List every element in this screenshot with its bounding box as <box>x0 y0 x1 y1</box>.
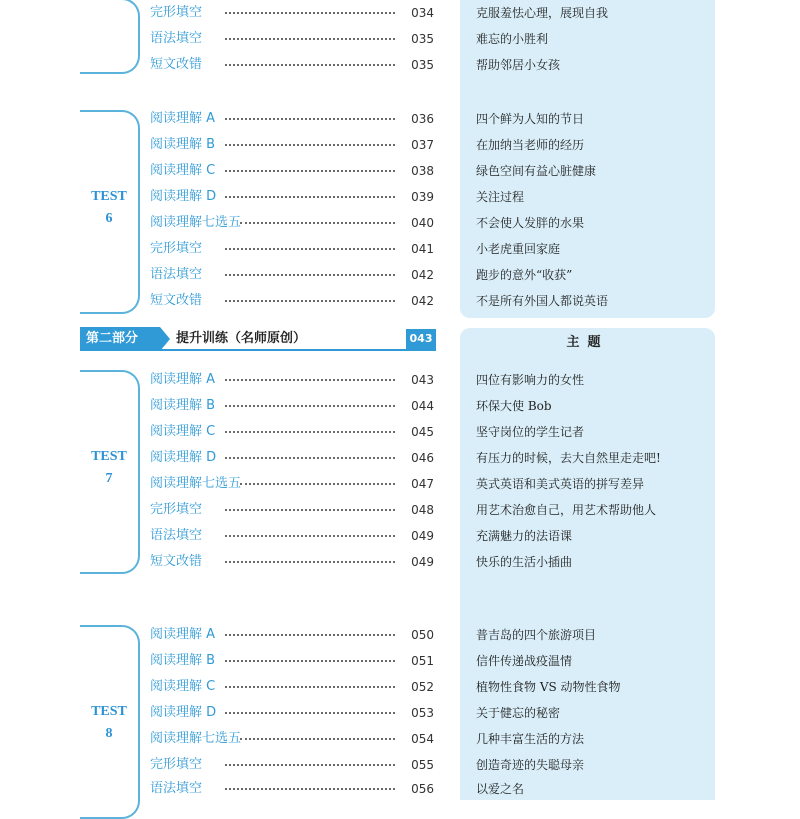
exercise-name[interactable]: 阅读理解 A <box>150 111 216 126</box>
topic-text: 用艺术治愈自己，用艺术帮助他人 <box>476 503 657 517</box>
topic-text: 四位有影响力的女性 <box>476 373 585 387</box>
page-number: 040 <box>411 216 434 230</box>
toc-row[interactable] <box>0 393 800 419</box>
toc-row[interactable] <box>0 367 800 393</box>
topic-text: 植物性食物 VS 动物性食物 <box>476 680 621 694</box>
dot-leader <box>225 431 395 433</box>
exercise-name[interactable]: 阅读理解 D <box>150 189 217 204</box>
toc-row[interactable] <box>0 158 800 184</box>
toc-row[interactable] <box>0 549 800 575</box>
exercise-name[interactable]: 完形填空 <box>150 5 203 20</box>
topic-text: 关于健忘的秘密 <box>476 706 561 720</box>
dot-leader <box>225 686 395 688</box>
exercise-name[interactable]: 阅读理解 A <box>150 372 216 387</box>
topic-text: 快乐的生活小插曲 <box>476 555 573 569</box>
page-number: 044 <box>411 399 434 413</box>
exercise-name[interactable]: 语法填空 <box>150 31 203 46</box>
dot-leader <box>225 170 395 172</box>
section-tag: 第二部分 <box>80 327 160 351</box>
exercise-name[interactable]: 短文改错 <box>150 57 203 72</box>
dot-leader <box>225 405 395 407</box>
topic-text: 不是所有外国人都说英语 <box>476 294 609 308</box>
page-number: 038 <box>411 164 434 178</box>
page-number: 049 <box>411 555 434 569</box>
exercise-name[interactable]: 阅读理解七选五 <box>150 215 242 230</box>
dot-leader <box>225 634 395 636</box>
page-number: 053 <box>411 706 434 720</box>
topic-text: 坚守岗位的学生记者 <box>476 425 585 439</box>
topic-text: 不会使人发胖的水果 <box>476 216 585 230</box>
dot-leader <box>225 660 395 662</box>
page-number: 035 <box>411 58 434 72</box>
exercise-name[interactable]: 语法填空 <box>150 267 203 282</box>
toc-row[interactable] <box>0 106 800 132</box>
exercise-name[interactable]: 阅读理解 C <box>150 163 216 178</box>
dot-leader <box>225 535 395 537</box>
test-number: 8 <box>105 726 113 741</box>
exercise-name[interactable]: 阅读理解 B <box>150 653 216 668</box>
exercise-name[interactable]: 阅读理解 D <box>150 705 217 720</box>
topic-text: 在加纳当老师的经历 <box>476 138 585 152</box>
theme-header: 主题 <box>566 335 609 350</box>
dot-leader <box>225 712 395 714</box>
topic-text: 普吉岛的四个旅游项目 <box>476 628 597 642</box>
topic-text: 难忘的小胜利 <box>476 32 549 46</box>
topic-text: 以爱之名 <box>476 782 525 796</box>
toc-row[interactable] <box>0 648 800 674</box>
page-number: 048 <box>411 503 434 517</box>
toc-row[interactable] <box>0 523 800 549</box>
toc-row[interactable] <box>0 26 800 52</box>
dot-leader <box>225 274 395 276</box>
page-number: 035 <box>411 32 434 46</box>
page-number: 045 <box>411 425 434 439</box>
toc-row[interactable] <box>0 288 800 314</box>
dot-leader <box>225 788 395 790</box>
exercise-name[interactable]: 阅读理解 A <box>150 627 216 642</box>
test-number: 6 <box>105 211 113 226</box>
exercise-name[interactable]: 完形填空 <box>150 502 203 517</box>
exercise-name[interactable]: 短文改错 <box>150 293 203 308</box>
toc-row[interactable] <box>0 776 800 802</box>
dot-leader <box>225 118 395 120</box>
page-number: 036 <box>411 112 434 126</box>
topic-text: 帮助邻居小女孩 <box>476 58 561 72</box>
page-number: 042 <box>411 294 434 308</box>
exercise-name[interactable]: 阅读理解 D <box>150 450 217 465</box>
page-number: 039 <box>411 190 434 204</box>
toc-row[interactable] <box>0 700 800 726</box>
page-number: 043 <box>411 373 434 387</box>
topic-text: 关注过程 <box>476 190 525 204</box>
page-number: 041 <box>411 242 434 256</box>
test-number: 7 <box>105 471 113 486</box>
dot-leader <box>225 764 395 766</box>
topic-text: 四个鲜为人知的节日 <box>476 112 585 126</box>
exercise-name[interactable]: 阅读理解 B <box>150 137 216 152</box>
topic-text: 几种丰富生活的方法 <box>476 732 585 746</box>
section-page: 043 <box>406 329 436 349</box>
toc-row[interactable] <box>0 497 800 523</box>
page-number: 056 <box>411 782 434 796</box>
toc-row[interactable] <box>0 52 800 78</box>
dot-leader <box>225 457 395 459</box>
section-underline <box>80 349 436 351</box>
test-word: TEST <box>91 704 127 719</box>
dot-leader <box>225 12 395 14</box>
exercise-name[interactable]: 语法填空 <box>150 781 203 796</box>
topic-text: 有压力的时候，去大自然里走走吧! <box>476 451 661 465</box>
exercise-name[interactable]: 阅读理解七选五 <box>150 476 242 491</box>
topic-text: 克服羞怯心理，展现自我 <box>476 6 609 20</box>
page-number: 050 <box>411 628 434 642</box>
topic-text: 信件传递战疫温情 <box>476 654 573 668</box>
exercise-name[interactable]: 阅读理解 C <box>150 424 216 439</box>
toc-row[interactable] <box>0 210 800 236</box>
exercise-name[interactable]: 完形填空 <box>150 757 203 772</box>
dot-leader <box>240 738 395 740</box>
topic-text: 小老虎重回家庭 <box>476 242 561 256</box>
page-number: 042 <box>411 268 434 282</box>
section-tag-arrow <box>160 327 170 351</box>
page-number: 054 <box>411 732 434 746</box>
section-banner <box>80 327 436 351</box>
exercise-name[interactable]: 短文改错 <box>150 554 203 569</box>
page-number: 046 <box>411 451 434 465</box>
dot-leader <box>240 222 395 224</box>
exercise-name[interactable]: 阅读理解 B <box>150 398 216 413</box>
toc-row[interactable] <box>0 674 800 700</box>
exercise-name[interactable]: 语法填空 <box>150 528 203 543</box>
page-number: 052 <box>411 680 434 694</box>
page-number: 034 <box>411 6 434 20</box>
exercise-name[interactable]: 完形填空 <box>150 241 203 256</box>
topic-text: 绿色空间有益心脏健康 <box>476 164 597 178</box>
dot-leader <box>225 144 395 146</box>
dot-leader <box>225 300 395 302</box>
test-word: TEST <box>91 449 127 464</box>
topic-text: 跑步的意外“收获” <box>476 268 573 282</box>
page-number: 055 <box>411 758 434 772</box>
page-number: 051 <box>411 654 434 668</box>
toc-row[interactable] <box>0 752 800 778</box>
topic-text: 环保大使 Bob <box>476 399 552 413</box>
toc-row[interactable] <box>0 726 800 752</box>
dot-leader <box>225 509 395 511</box>
exercise-name[interactable]: 阅读理解 C <box>150 679 216 694</box>
dot-leader <box>225 196 395 198</box>
dot-leader <box>225 38 395 40</box>
page-number: 049 <box>411 529 434 543</box>
dot-leader <box>240 483 395 485</box>
toc-row[interactable] <box>0 262 800 288</box>
toc-row[interactable] <box>0 471 800 497</box>
dot-leader <box>225 379 395 381</box>
topic-text: 充满魅力的法语课 <box>476 529 573 543</box>
test-word: TEST <box>91 189 127 204</box>
topic-text: 英式英语和美式英语的拼写差异 <box>476 477 645 491</box>
exercise-name[interactable]: 阅读理解七选五 <box>150 731 242 746</box>
toc-row[interactable] <box>0 184 800 210</box>
toc-row[interactable] <box>0 445 800 471</box>
toc-row[interactable] <box>0 622 800 648</box>
toc-row[interactable] <box>0 236 800 262</box>
section-title: 提升训练（名师原创） <box>176 331 307 346</box>
toc-row[interactable] <box>0 419 800 445</box>
dot-leader <box>225 248 395 250</box>
topic-text: 创造奇迹的失聪母亲 <box>476 758 585 772</box>
dot-leader <box>225 64 395 66</box>
page-number: 037 <box>411 138 434 152</box>
dot-leader <box>225 561 395 563</box>
page-number: 047 <box>411 477 434 491</box>
toc-row[interactable] <box>0 0 800 26</box>
toc-row[interactable] <box>0 132 800 158</box>
